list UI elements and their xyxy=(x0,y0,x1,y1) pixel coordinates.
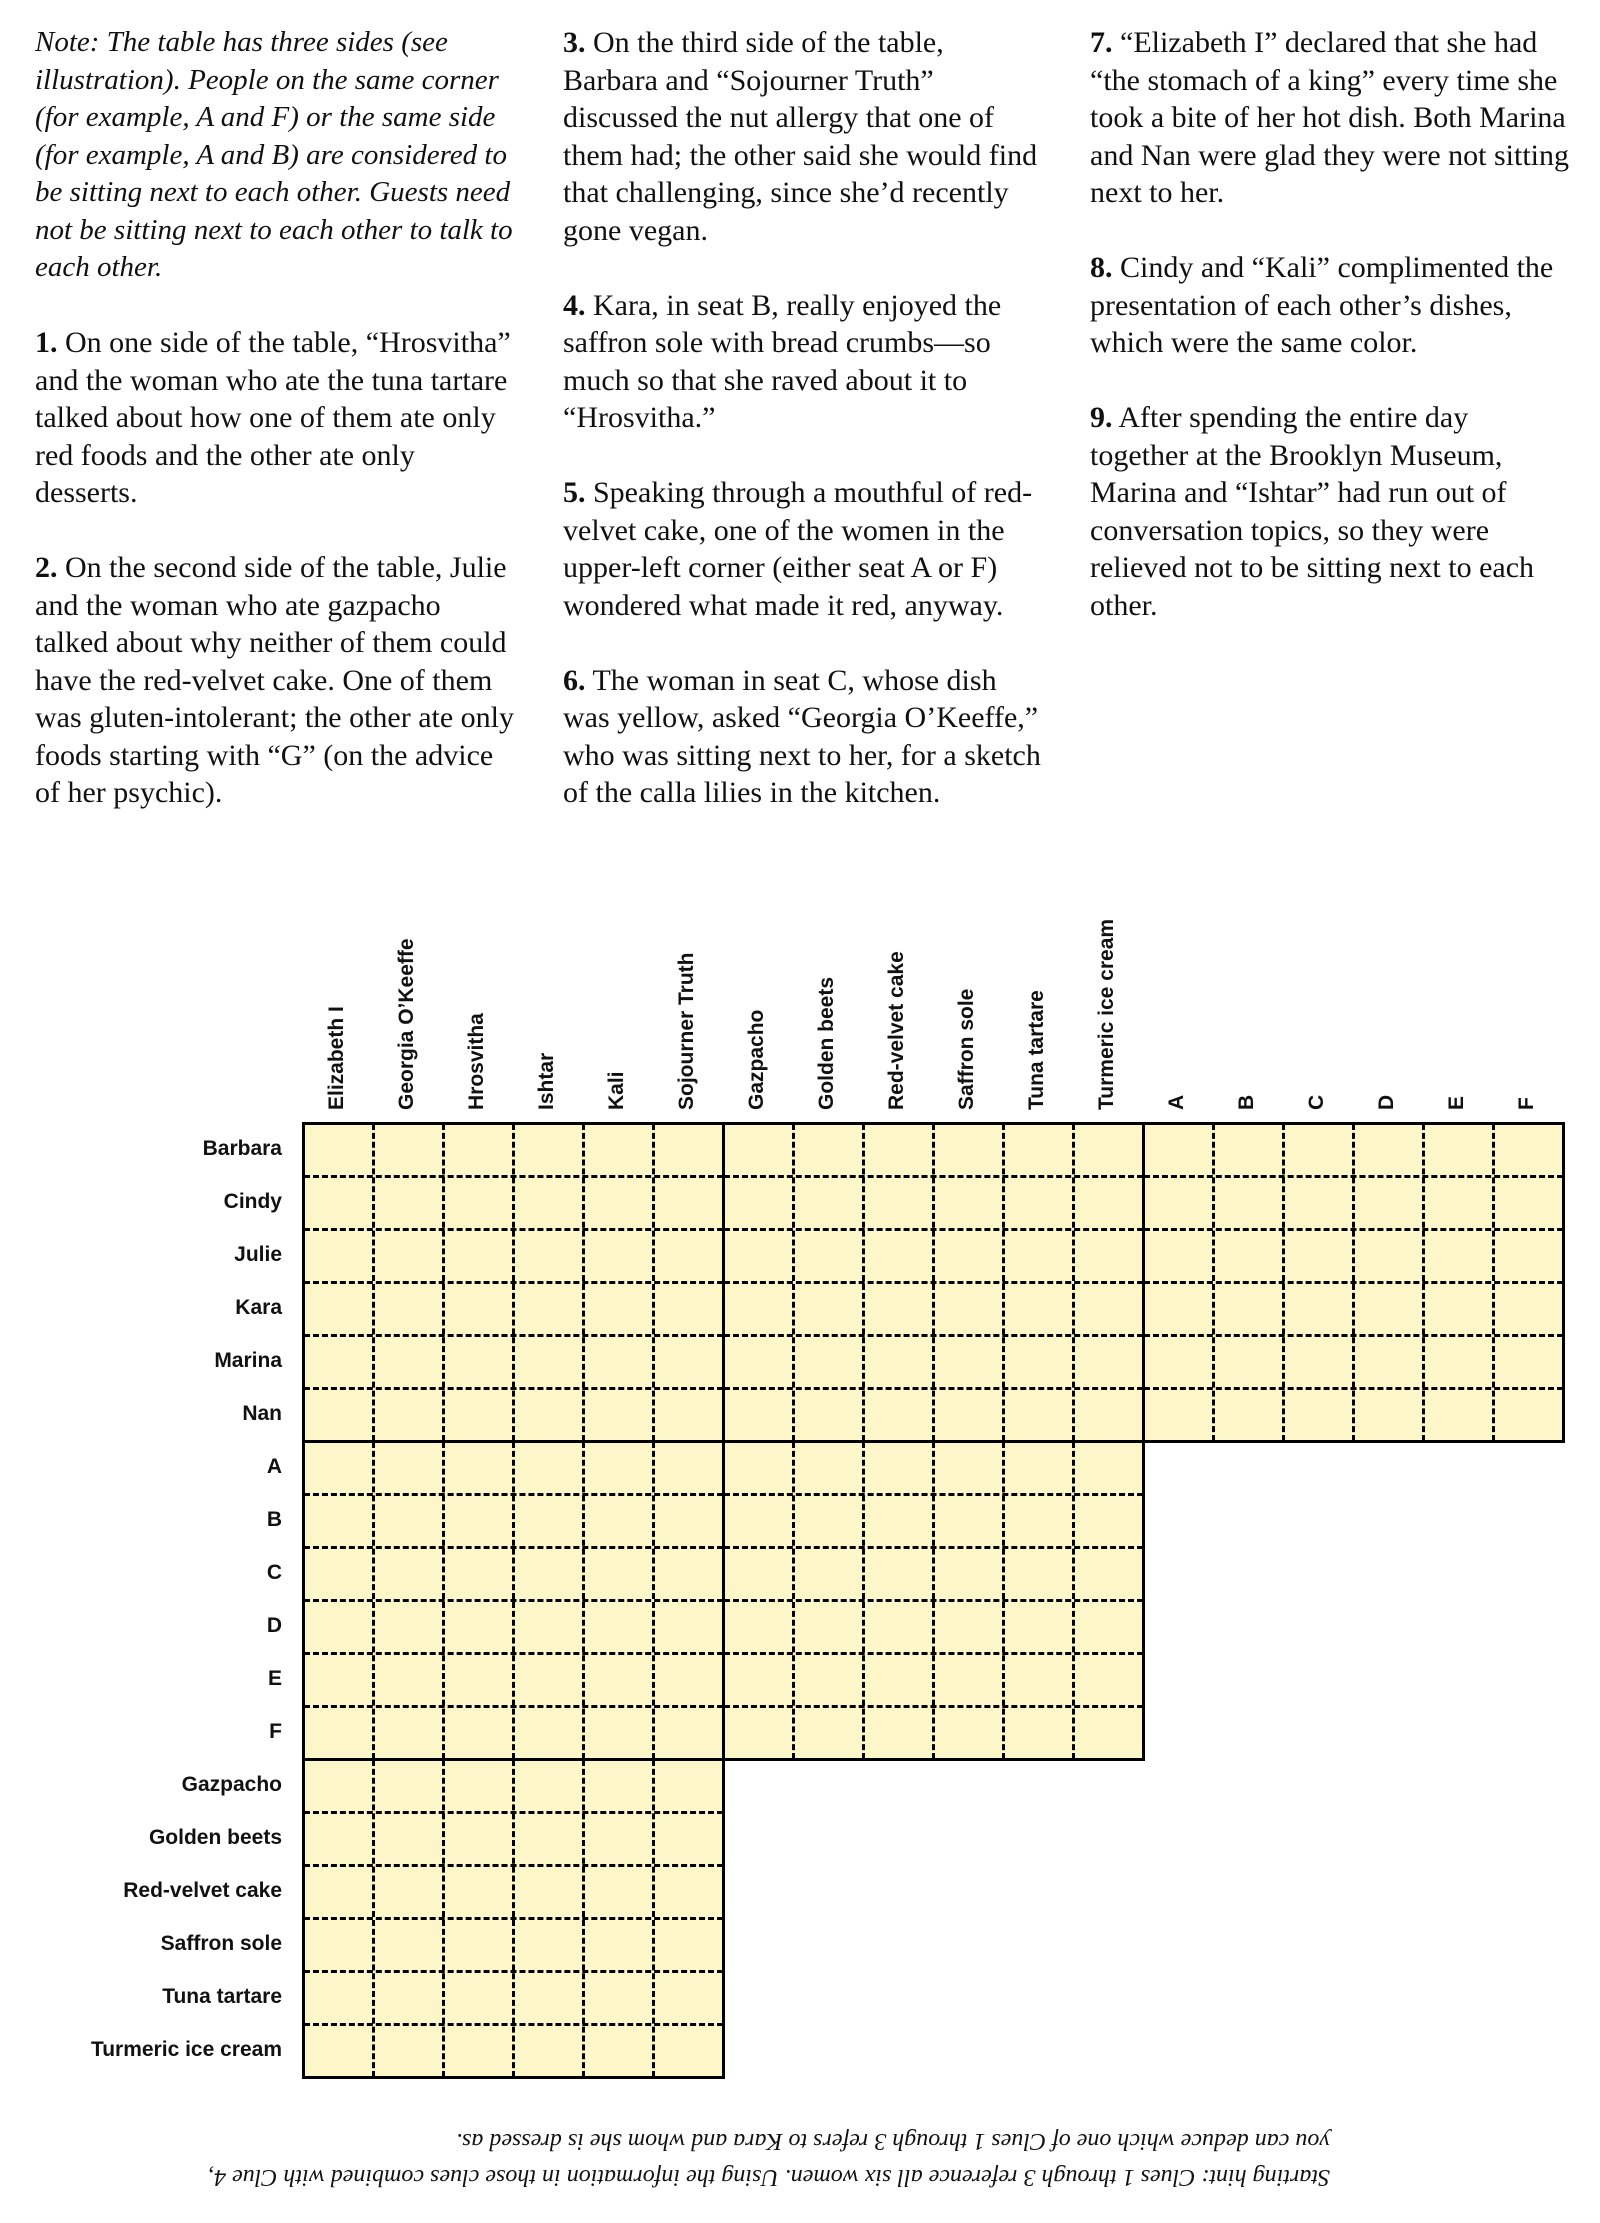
grid-cell-e-red-velvet-cake[interactable] xyxy=(864,1654,932,1705)
grid-cell-julie-golden-beets[interactable] xyxy=(794,1230,862,1281)
grid-cell-a-tuna-tartare[interactable] xyxy=(1004,1442,1072,1493)
grid-cell-nan-e[interactable] xyxy=(1424,1389,1492,1440)
grid-cell-c-georgia-o-keeffe[interactable] xyxy=(374,1548,442,1599)
grid-cell-cindy-golden-beets[interactable] xyxy=(794,1177,862,1228)
grid-cell-julie-ishtar[interactable] xyxy=(514,1230,582,1281)
grid-cell-c-sojourner-truth[interactable] xyxy=(654,1548,722,1599)
grid-cell-a-golden-beets[interactable] xyxy=(794,1442,862,1493)
grid-cell-kara-e[interactable] xyxy=(1424,1283,1492,1334)
grid-cell-red-velvet-cake-kali[interactable] xyxy=(584,1866,652,1917)
grid-cell-b-golden-beets[interactable] xyxy=(794,1495,862,1546)
grid-cell-d-golden-beets[interactable] xyxy=(794,1601,862,1652)
grid-cell-b-elizabeth-i[interactable] xyxy=(304,1495,372,1546)
column-header-a-seat: A xyxy=(1165,1094,1188,1110)
grid-cell-golden-beets-georgia-o-keeffe[interactable] xyxy=(374,1813,442,1864)
grid-cell-marina-turmeric-ice-cream[interactable] xyxy=(1074,1336,1142,1387)
starting-hint: Starting hint: Clues 1 through 3 reference all six women. Using the information in those clues combined with Clue 4, you can deduce which one of Clues 1 through 3 refers to Kara and whom she is dressed as. xyxy=(208,2128,1330,2190)
row-label-marina: Marina xyxy=(214,1349,282,1372)
grid-cell-julie-hrosvitha[interactable] xyxy=(444,1230,512,1281)
grid-cell-marina-golden-beets[interactable] xyxy=(794,1336,862,1387)
grid-cell-kara-kali[interactable] xyxy=(584,1283,652,1334)
grid-cell-cindy-b[interactable] xyxy=(1214,1177,1282,1228)
clue-1 xyxy=(35,324,515,512)
grid-cell-julie-f[interactable] xyxy=(1494,1230,1562,1281)
clue-column-2 xyxy=(563,24,1043,849)
grid-cell-barbara-sojourner-truth[interactable] xyxy=(654,1124,722,1175)
row-label-d-seat: D xyxy=(266,1614,282,1637)
grid-cell-kara-red-velvet-cake[interactable] xyxy=(864,1283,932,1334)
grid-cell-c-hrosvitha[interactable] xyxy=(444,1548,512,1599)
grid-cell-a-georgia-o-keeffe[interactable] xyxy=(374,1442,442,1493)
grid-cell-f-sojourner-truth[interactable] xyxy=(654,1707,722,1758)
grid-cell-cindy-f[interactable] xyxy=(1494,1177,1562,1228)
grid-cell-b-ishtar[interactable] xyxy=(514,1495,582,1546)
grid-cell-barbara-e[interactable] xyxy=(1424,1124,1492,1175)
grid-cell-cindy-turmeric-ice-cream[interactable] xyxy=(1074,1177,1142,1228)
grid-cell-saffron-sole-ishtar[interactable] xyxy=(514,1919,582,1970)
grid-cell-f-hrosvitha[interactable] xyxy=(444,1707,512,1758)
clue-6-text: The woman in seat C, whose dish was yellow, asked “Georgia O’Keeffe,” who was sitting next to her, for a sketch of the calla lilies in the kitchen. xyxy=(563,663,1041,809)
row-label-turmeric-ice-cream: Turmeric ice cream xyxy=(90,2038,282,2061)
grid-cell-f-tuna-tartare[interactable] xyxy=(1004,1707,1072,1758)
clue-6 xyxy=(563,662,1043,812)
clue-9-number: 9. xyxy=(1090,401,1113,434)
column-header-turmeric-ice-cream: Turmeric ice cream xyxy=(1095,918,1118,1110)
grid-cell-julie-elizabeth-i[interactable] xyxy=(304,1230,372,1281)
grid-cell-cindy-elizabeth-i[interactable] xyxy=(304,1177,372,1228)
clue-5 xyxy=(563,474,1043,624)
grid-cell-b-sojourner-truth[interactable] xyxy=(654,1495,722,1546)
clue-3-number: 3. xyxy=(563,26,586,59)
grid-cell-kara-georgia-o-keeffe[interactable] xyxy=(374,1283,442,1334)
grid-cell-f-red-velvet-cake[interactable] xyxy=(864,1707,932,1758)
clue-9 xyxy=(1090,399,1570,624)
grid-cell-f-turmeric-ice-cream[interactable] xyxy=(1074,1707,1142,1758)
row-label-barbara: Barbara xyxy=(202,1137,282,1160)
grid-cell-a-turmeric-ice-cream[interactable] xyxy=(1074,1442,1142,1493)
grid-cell-barbara-ishtar[interactable] xyxy=(514,1124,582,1175)
grid-cell-barbara-tuna-tartare[interactable] xyxy=(1004,1124,1072,1175)
column-header-kali: Kali xyxy=(605,1071,628,1110)
grid-cell-marina-tuna-tartare[interactable] xyxy=(1004,1336,1072,1387)
grid-cell-kara-tuna-tartare[interactable] xyxy=(1004,1283,1072,1334)
column-header-red-velvet-cake: Red-velvet cake xyxy=(885,951,908,1110)
grid-cell-barbara-kali[interactable] xyxy=(584,1124,652,1175)
grid-cell-c-ishtar[interactable] xyxy=(514,1548,582,1599)
grid-cell-e-elizabeth-i[interactable] xyxy=(304,1654,372,1705)
grid-cell-c-elizabeth-i[interactable] xyxy=(304,1548,372,1599)
grid-cell-a-elizabeth-i[interactable] xyxy=(304,1442,372,1493)
clue-5-number: 5. xyxy=(563,476,586,509)
grid-cell-cindy-e[interactable] xyxy=(1424,1177,1492,1228)
grid-cell-golden-beets-hrosvitha[interactable] xyxy=(444,1813,512,1864)
grid-cell-kara-ishtar[interactable] xyxy=(514,1283,582,1334)
grid-cell-marina-georgia-o-keeffe[interactable] xyxy=(374,1336,442,1387)
column-header-tuna-tartare: Tuna tartare xyxy=(1025,990,1048,1110)
grid-cell-kara-a[interactable] xyxy=(1144,1283,1212,1334)
grid-cell-d-kali[interactable] xyxy=(584,1601,652,1652)
grid-cell-d-red-velvet-cake[interactable] xyxy=(864,1601,932,1652)
row-label-julie: Julie xyxy=(234,1243,282,1266)
grid-cell-cindy-red-velvet-cake[interactable] xyxy=(864,1177,932,1228)
grid-cell-b-georgia-o-keeffe[interactable] xyxy=(374,1495,442,1546)
clue-8-number: 8. xyxy=(1090,251,1113,284)
clue-column-1 xyxy=(35,24,515,849)
clue-1-text: On one side of the table, “Hrosvitha” and the woman who ate the tuna tartare talked about how one of them ate only red foods and the other ate only desserts. xyxy=(35,326,511,509)
grid-cell-b-hrosvitha[interactable] xyxy=(444,1495,512,1546)
column-header-georgia-o-keeffe: Georgia O’Keeffe xyxy=(395,938,418,1110)
row-label-kara: Kara xyxy=(235,1296,282,1319)
grid-cell-marina-ishtar[interactable] xyxy=(514,1336,582,1387)
grid-cell-julie-c[interactable] xyxy=(1284,1230,1352,1281)
grid-cell-a-sojourner-truth[interactable] xyxy=(654,1442,722,1493)
row-label-gazpacho: Gazpacho xyxy=(181,1773,282,1796)
grid-cell-kara-sojourner-truth[interactable] xyxy=(654,1283,722,1334)
grid-cell-cindy-d[interactable] xyxy=(1354,1177,1422,1228)
grid-cell-b-gazpacho[interactable] xyxy=(724,1495,792,1546)
grid-cell-nan-kali[interactable] xyxy=(584,1389,652,1440)
grid-cell-marina-saffron-sole[interactable] xyxy=(934,1336,1002,1387)
grid-cell-marina-kali[interactable] xyxy=(584,1336,652,1387)
grid-cell-marina-c[interactable] xyxy=(1284,1336,1352,1387)
grid-cell-e-tuna-tartare[interactable] xyxy=(1004,1654,1072,1705)
grid-cell-nan-turmeric-ice-cream[interactable] xyxy=(1074,1389,1142,1440)
grid-cell-nan-georgia-o-keeffe[interactable] xyxy=(374,1389,442,1440)
grid-cell-kara-turmeric-ice-cream[interactable] xyxy=(1074,1283,1142,1334)
grid-cell-barbara-elizabeth-i[interactable] xyxy=(304,1124,372,1175)
grid-cell-marina-sojourner-truth[interactable] xyxy=(654,1336,722,1387)
column-header-c-seat: C xyxy=(1305,1094,1328,1110)
grid-cell-d-tuna-tartare[interactable] xyxy=(1004,1601,1072,1652)
grid-cell-d-georgia-o-keeffe[interactable] xyxy=(374,1601,442,1652)
grid-cell-e-ishtar[interactable] xyxy=(514,1654,582,1705)
clue-column-3 xyxy=(1090,24,1570,662)
grid-cell-kara-c[interactable] xyxy=(1284,1283,1352,1334)
grid-cell-cindy-georgia-o-keeffe[interactable] xyxy=(374,1177,442,1228)
grid-cell-kara-golden-beets[interactable] xyxy=(794,1283,862,1334)
grid-cell-julie-gazpacho[interactable] xyxy=(724,1230,792,1281)
grid-cell-cindy-c[interactable] xyxy=(1284,1177,1352,1228)
row-label-f-seat: F xyxy=(269,1720,282,1743)
note-text: Note: The table has three sides (see illustration). People on the same corner (for example, A and F) or the same side (for example, A and B) are considered to be sitting next to each other. Guests need not be sitting next to each other to talk to each other. xyxy=(35,26,513,283)
grid-cell-nan-c[interactable] xyxy=(1284,1389,1352,1440)
grid-cell-red-velvet-cake-ishtar[interactable] xyxy=(514,1866,582,1917)
grid-cell-julie-saffron-sole[interactable] xyxy=(934,1230,1002,1281)
grid-cell-turmeric-ice-cream-elizabeth-i[interactable] xyxy=(304,2025,372,2076)
grid-cell-barbara-a[interactable] xyxy=(1144,1124,1212,1175)
grid-cell-cindy-ishtar[interactable] xyxy=(514,1177,582,1228)
grid-cell-tuna-tartare-elizabeth-i[interactable] xyxy=(304,1972,372,2023)
grid-cell-barbara-gazpacho[interactable] xyxy=(724,1124,792,1175)
grid-cell-turmeric-ice-cream-hrosvitha[interactable] xyxy=(444,2025,512,2076)
grid-cell-cindy-gazpacho[interactable] xyxy=(724,1177,792,1228)
grid-cell-julie-sojourner-truth[interactable] xyxy=(654,1230,722,1281)
grid-cell-julie-georgia-o-keeffe[interactable] xyxy=(374,1230,442,1281)
column-header-saffron-sole: Saffron sole xyxy=(955,988,978,1110)
grid-cell-marina-red-velvet-cake[interactable] xyxy=(864,1336,932,1387)
grid-cell-barbara-b[interactable] xyxy=(1214,1124,1282,1175)
grid-cell-golden-beets-ishtar[interactable] xyxy=(514,1813,582,1864)
grid-cell-b-saffron-sole[interactable] xyxy=(934,1495,1002,1546)
grid-cell-barbara-d[interactable] xyxy=(1354,1124,1422,1175)
clue-7-text: “Elizabeth I” declared that she had “the stomach of a king” every time she took a bite of her hot dish. Both Marina and Nan were glad they were not sitting next to her. xyxy=(1090,26,1570,209)
grid-cell-julie-red-velvet-cake[interactable] xyxy=(864,1230,932,1281)
row-label-red-velvet-cake: Red-velvet cake xyxy=(123,1879,282,1902)
grid-cell-cindy-a[interactable] xyxy=(1144,1177,1212,1228)
grid-cell-tuna-tartare-sojourner-truth[interactable] xyxy=(654,1972,722,2023)
grid-cell-f-golden-beets[interactable] xyxy=(794,1707,862,1758)
grid-cell-d-hrosvitha[interactable] xyxy=(444,1601,512,1652)
column-header-sojourner-truth: Sojourner Truth xyxy=(675,952,698,1110)
row-label-saffron-sole: Saffron sole xyxy=(160,1932,282,1955)
grid-cell-marina-e[interactable] xyxy=(1424,1336,1492,1387)
column-header-ishtar: Ishtar xyxy=(535,1052,558,1110)
row-label-cindy: Cindy xyxy=(223,1190,282,1213)
grid-cell-kara-hrosvitha[interactable] xyxy=(444,1283,512,1334)
grid-cell-c-golden-beets[interactable] xyxy=(794,1548,862,1599)
grid-cell-golden-beets-elizabeth-i[interactable] xyxy=(304,1813,372,1864)
grid-cell-red-velvet-cake-hrosvitha[interactable] xyxy=(444,1866,512,1917)
grid-cell-marina-d[interactable] xyxy=(1354,1336,1422,1387)
grid-cell-marina-hrosvitha[interactable] xyxy=(444,1336,512,1387)
grid-cell-nan-tuna-tartare[interactable] xyxy=(1004,1389,1072,1440)
clue-5-text: Speaking through a mouthful of red-velvet cake, one of the women in the upper-left corner (either seat A or F) wondered what made it red, anyway. xyxy=(563,476,1033,622)
clue-8 xyxy=(1090,249,1570,362)
grid-cell-nan-f[interactable] xyxy=(1494,1389,1562,1440)
grid-cell-e-gazpacho[interactable] xyxy=(724,1654,792,1705)
grid-cell-b-red-velvet-cake[interactable] xyxy=(864,1495,932,1546)
grid-cell-f-saffron-sole[interactable] xyxy=(934,1707,1002,1758)
grid-cell-tuna-tartare-georgia-o-keeffe[interactable] xyxy=(374,1972,442,2023)
row-label-nan: Nan xyxy=(242,1402,282,1425)
row-label-c-seat: C xyxy=(266,1561,282,1584)
clue-2-number: 2. xyxy=(35,551,58,584)
clue-7-number: 7. xyxy=(1090,26,1113,59)
grid-cell-nan-golden-beets[interactable] xyxy=(794,1389,862,1440)
grid-cell-kara-d[interactable] xyxy=(1354,1283,1422,1334)
grid-cell-barbara-saffron-sole[interactable] xyxy=(934,1124,1002,1175)
row-label-a-seat: A xyxy=(266,1455,282,1478)
grid-cell-kara-gazpacho[interactable] xyxy=(724,1283,792,1334)
grid-cell-c-red-velvet-cake[interactable] xyxy=(864,1548,932,1599)
grid-cell-turmeric-ice-cream-kali[interactable] xyxy=(584,2025,652,2076)
grid-cell-turmeric-ice-cream-georgia-o-keeffe[interactable] xyxy=(374,2025,442,2076)
clue-4 xyxy=(563,287,1043,437)
grid-cell-cindy-hrosvitha[interactable] xyxy=(444,1177,512,1228)
grid-cell-barbara-golden-beets[interactable] xyxy=(794,1124,862,1175)
grid-cell-red-velvet-cake-georgia-o-keeffe[interactable] xyxy=(374,1866,442,1917)
grid-cell-d-saffron-sole[interactable] xyxy=(934,1601,1002,1652)
grid-cell-d-gazpacho[interactable] xyxy=(724,1601,792,1652)
column-header-gazpacho: Gazpacho xyxy=(745,1009,768,1110)
grid-cell-d-turmeric-ice-cream[interactable] xyxy=(1074,1601,1142,1652)
grid-cell-julie-e[interactable] xyxy=(1424,1230,1492,1281)
grid-cell-e-saffron-sole[interactable] xyxy=(934,1654,1002,1705)
column-header-golden-beets: Golden beets xyxy=(815,976,838,1110)
grid-cell-red-velvet-cake-sojourner-truth[interactable] xyxy=(654,1866,722,1917)
grid-cell-a-gazpacho[interactable] xyxy=(724,1442,792,1493)
grid-cell-marina-a[interactable] xyxy=(1144,1336,1212,1387)
grid-cell-e-turmeric-ice-cream[interactable] xyxy=(1074,1654,1142,1705)
grid-cell-gazpacho-hrosvitha[interactable] xyxy=(444,1760,512,1811)
grid-cell-e-sojourner-truth[interactable] xyxy=(654,1654,722,1705)
grid-cell-nan-a[interactable] xyxy=(1144,1389,1212,1440)
grid-cell-c-gazpacho[interactable] xyxy=(724,1548,792,1599)
grid-cell-kara-f[interactable] xyxy=(1494,1283,1562,1334)
grid-cell-kara-elizabeth-i[interactable] xyxy=(304,1283,372,1334)
row-label-tuna-tartare: Tuna tartare xyxy=(162,1985,282,2008)
grid-cell-gazpacho-kali[interactable] xyxy=(584,1760,652,1811)
clue-3-text: On the third side of the table, Barbara and “Sojourner Truth” discussed the nut allergy that one of them had; the other said she would find that challenging, since she’d recently gone vegan. xyxy=(563,26,1038,247)
column-header-d-seat: D xyxy=(1375,1094,1398,1110)
grid-cell-d-sojourner-truth[interactable] xyxy=(654,1601,722,1652)
clue-6-number: 6. xyxy=(563,663,586,697)
grid-cell-golden-beets-kali[interactable] xyxy=(584,1813,652,1864)
grid-cell-saffron-sole-elizabeth-i[interactable] xyxy=(304,1919,372,1970)
grid-cell-e-hrosvitha[interactable] xyxy=(444,1654,512,1705)
clue-4-number: 4. xyxy=(563,288,586,322)
grid-cell-f-georgia-o-keeffe[interactable] xyxy=(374,1707,442,1758)
grid-cell-c-saffron-sole[interactable] xyxy=(934,1548,1002,1599)
grid-cell-gazpacho-elizabeth-i[interactable] xyxy=(304,1760,372,1811)
row-label-golden-beets: Golden beets xyxy=(148,1826,282,1849)
column-header-b-seat: B xyxy=(1235,1094,1258,1110)
clue-1-number: 1. xyxy=(35,326,58,359)
clue-2 xyxy=(35,549,515,812)
grid-cell-barbara-f[interactable] xyxy=(1494,1124,1562,1175)
grid-cell-tuna-tartare-ishtar[interactable] xyxy=(514,1972,582,2023)
grid-cell-kara-saffron-sole[interactable] xyxy=(934,1283,1002,1334)
grid-cell-f-gazpacho[interactable] xyxy=(724,1707,792,1758)
grid-cell-golden-beets-sojourner-truth[interactable] xyxy=(654,1813,722,1864)
grid-cell-cindy-tuna-tartare[interactable] xyxy=(1004,1177,1072,1228)
grid-cell-marina-elizabeth-i[interactable] xyxy=(304,1336,372,1387)
grid-cell-kara-b[interactable] xyxy=(1214,1283,1282,1334)
grid-cell-c-tuna-tartare[interactable] xyxy=(1004,1548,1072,1599)
grid-cell-e-kali[interactable] xyxy=(584,1654,652,1705)
grid-cell-tuna-tartare-hrosvitha[interactable] xyxy=(444,1972,512,2023)
grid-cell-tuna-tartare-kali[interactable] xyxy=(584,1972,652,2023)
row-label-b-seat: B xyxy=(266,1508,282,1531)
grid-cell-d-elizabeth-i[interactable] xyxy=(304,1601,372,1652)
grid-cell-nan-saffron-sole[interactable] xyxy=(934,1389,1002,1440)
grid-cell-nan-red-velvet-cake[interactable] xyxy=(864,1389,932,1440)
grid-cell-barbara-georgia-o-keeffe[interactable] xyxy=(374,1124,442,1175)
grid-cell-julie-d[interactable] xyxy=(1354,1230,1422,1281)
grid-cell-f-kali[interactable] xyxy=(584,1707,652,1758)
column-header-e-seat: E xyxy=(1445,1095,1468,1110)
grid-cell-nan-ishtar[interactable] xyxy=(514,1389,582,1440)
grid-cell-marina-gazpacho[interactable] xyxy=(724,1336,792,1387)
grid-cell-a-red-velvet-cake[interactable] xyxy=(864,1442,932,1493)
clue-8-text: Cindy and “Kali” complimented the presentation of each other’s dishes, which were the same color. xyxy=(1090,251,1554,359)
grid-cell-nan-sojourner-truth[interactable] xyxy=(654,1389,722,1440)
grid-cell-julie-a[interactable] xyxy=(1144,1230,1212,1281)
grid-cell-marina-b[interactable] xyxy=(1214,1336,1282,1387)
grid-cell-b-tuna-tartare[interactable] xyxy=(1004,1495,1072,1546)
grid-cell-julie-b[interactable] xyxy=(1214,1230,1282,1281)
grid-cell-nan-elizabeth-i[interactable] xyxy=(304,1389,372,1440)
grid-cell-a-kali[interactable] xyxy=(584,1442,652,1493)
grid-cell-cindy-sojourner-truth[interactable] xyxy=(654,1177,722,1228)
column-header-hrosvitha: Hrosvitha xyxy=(465,1013,488,1110)
grid-cell-b-turmeric-ice-cream[interactable] xyxy=(1074,1495,1142,1546)
grid-cell-c-turmeric-ice-cream[interactable] xyxy=(1074,1548,1142,1599)
clue-2-text: On the second side of the table, Julie and the woman who ate gazpacho talked about why neither of them could have the red-velvet cake. One of them was gluten-intolerant; the other ate only foods starting with “G” (on the advice of her psychic). xyxy=(35,551,515,809)
clue-9-text: After spending the entire day together at the Brooklyn Museum, Marina and “Ishtar” had run out of conversation topics, so they were relieved not to be sitting next to each other. xyxy=(1090,401,1535,622)
grid-cell-nan-gazpacho[interactable] xyxy=(724,1389,792,1440)
clue-7 xyxy=(1090,24,1570,212)
column-header-elizabeth-i: Elizabeth I xyxy=(325,1006,348,1110)
grid-cell-e-georgia-o-keeffe[interactable] xyxy=(374,1654,442,1705)
grid-cell-julie-kali[interactable] xyxy=(584,1230,652,1281)
grid-cell-nan-hrosvitha[interactable] xyxy=(444,1389,512,1440)
column-header-f-seat: F xyxy=(1515,1097,1538,1110)
grid-cell-red-velvet-cake-elizabeth-i[interactable] xyxy=(304,1866,372,1917)
grid-cell-julie-tuna-tartare[interactable] xyxy=(1004,1230,1072,1281)
grid-cell-cindy-saffron-sole[interactable] xyxy=(934,1177,1002,1228)
grid-cell-cindy-kali[interactable] xyxy=(584,1177,652,1228)
grid-cell-f-elizabeth-i[interactable] xyxy=(304,1707,372,1758)
grid-cell-barbara-c[interactable] xyxy=(1284,1124,1352,1175)
grid-cell-barbara-turmeric-ice-cream[interactable] xyxy=(1074,1124,1142,1175)
grid-cell-gazpacho-georgia-o-keeffe[interactable] xyxy=(374,1760,442,1811)
grid-cell-saffron-sole-hrosvitha[interactable] xyxy=(444,1919,512,1970)
grid-cell-saffron-sole-georgia-o-keeffe[interactable] xyxy=(374,1919,442,1970)
clue-4-text: Kara, in seat B, really enjoyed the saffron sole with bread crumbs—so much so that she raved about it to “Hrosvitha.” xyxy=(563,288,1002,434)
grid-cell-d-ishtar[interactable] xyxy=(514,1601,582,1652)
grid-cell-saffron-sole-sojourner-truth[interactable] xyxy=(654,1919,722,1970)
grid-cell-a-ishtar[interactable] xyxy=(514,1442,582,1493)
row-label-e-seat: E xyxy=(267,1667,282,1690)
grid-cell-julie-turmeric-ice-cream[interactable] xyxy=(1074,1230,1142,1281)
grid-cell-e-golden-beets[interactable] xyxy=(794,1654,862,1705)
grid-cell-a-hrosvitha[interactable] xyxy=(444,1442,512,1493)
grid-cell-turmeric-ice-cream-ishtar[interactable] xyxy=(514,2025,582,2076)
grid-cell-c-kali[interactable] xyxy=(584,1548,652,1599)
clue-3 xyxy=(563,24,1043,249)
grid-cell-nan-d[interactable] xyxy=(1354,1389,1422,1440)
grid-cell-turmeric-ice-cream-sojourner-truth[interactable] xyxy=(654,2025,722,2076)
grid-cell-a-saffron-sole[interactable] xyxy=(934,1442,1002,1493)
grid-cell-gazpacho-ishtar[interactable] xyxy=(514,1760,582,1811)
grid-cell-barbara-hrosvitha[interactable] xyxy=(444,1124,512,1175)
grid-cell-saffron-sole-kali[interactable] xyxy=(584,1919,652,1970)
grid-cell-barbara-red-velvet-cake[interactable] xyxy=(864,1124,932,1175)
grid-cell-gazpacho-sojourner-truth[interactable] xyxy=(654,1760,722,1811)
grid-cell-b-kali[interactable] xyxy=(584,1495,652,1546)
grid-cell-f-ishtar[interactable] xyxy=(514,1707,582,1758)
grid-cell-nan-b[interactable] xyxy=(1214,1389,1282,1440)
grid-cell-marina-f[interactable] xyxy=(1494,1336,1562,1387)
